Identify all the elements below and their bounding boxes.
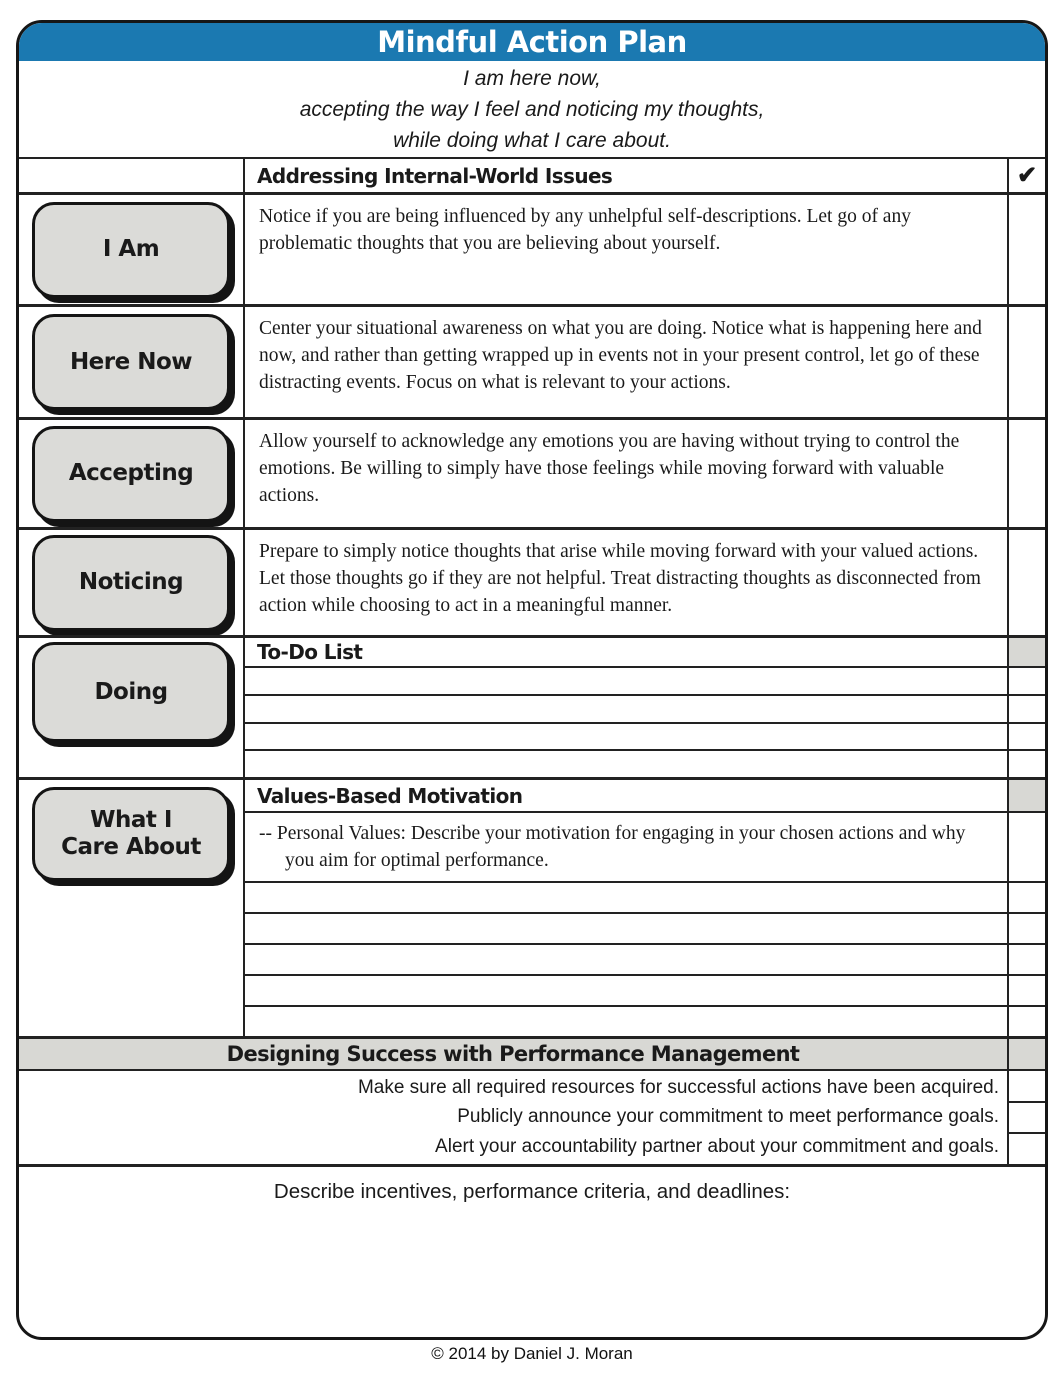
todo-header-row [245,638,1045,668]
here-now-text: Center your situational awareness on what you are doing. Notice what is happening here and now, and rather than getting wrapped up in events not in your present control, let go of these distracting events. Focus on what is relevant to your actions. [245,307,1009,417]
values-prompt-row [245,813,1045,883]
values-check-cell[interactable] [1009,813,1045,881]
todo-check-cell[interactable] [1009,696,1045,722]
row-i-am [19,192,1045,304]
commitment-item-1: Make sure all required resources for successful actions have been acquired. [357,1076,999,1098]
internal-issues-header: Addressing Internal-World Issues [245,159,1009,192]
commitment-section [19,1069,1045,1164]
internal-issues-header-row [19,157,1045,192]
values-check-cell[interactable] [1009,945,1045,974]
commitment-checkbox-1[interactable] [1009,1071,1045,1103]
row-accepting [19,417,1045,527]
todo-empty-row [245,724,1045,752]
values-check-cell[interactable] [1009,883,1045,912]
row-here-now [19,304,1045,417]
accepting-button: Accepting [32,426,230,522]
performance-header-check-cell [1009,1039,1045,1069]
todo-header: To-Do List [245,638,1009,666]
copyright-footer: © 2014 by Daniel J. Moran [431,1344,633,1363]
checkmark-icon: ✔ [1016,162,1038,189]
values-input-line[interactable] [245,883,1009,912]
noticing-check-cell[interactable] [1009,530,1045,635]
values-check-cell[interactable] [1009,976,1045,1005]
values-header: Values-Based Motivation [245,780,1009,811]
header-left-spacer [19,159,245,192]
values-empty-row [245,914,1045,945]
todo-check-cell[interactable] [1009,724,1045,750]
performance-header-band [19,1036,1045,1069]
values-empty-row [245,945,1045,976]
values-empty-row [245,883,1045,914]
todo-input-line[interactable] [245,668,1009,694]
here-now-button: Here Now [32,314,230,410]
quote-line-1: I am here now, [463,66,601,90]
doing-button: Doing [32,642,230,742]
i-am-check-cell[interactable] [1009,195,1045,304]
quote-line-2: accepting the way I feel and noticing my thoughts, [299,97,765,121]
noticing-button: Noticing [32,535,230,631]
incentives-section[interactable] [19,1164,1045,1337]
commitment-item-2: Publicly announce your commitment to meet performance goals. [457,1106,999,1128]
values-empty-row [245,976,1045,1007]
row-noticing [19,527,1045,635]
row-doing-todo [19,635,1045,777]
here-now-check-cell[interactable] [1009,307,1045,417]
values-empty-row [245,1007,1045,1036]
mindful-quote [19,61,1045,157]
values-check-cell[interactable] [1009,1007,1045,1036]
todo-input-line[interactable] [245,751,1009,777]
values-input-line[interactable] [245,945,1009,974]
accepting-text: Allow yourself to acknowledge any emotions you are having without trying to control the emotions. Be willing to simply have those feelings while moving forward with valuable actions. [245,420,1009,527]
page-title: Mindful Action Plan [377,25,687,59]
commitment-item-3: Alert your accountability partner about your commitment and goals. [435,1136,999,1158]
i-am-button: I Am [32,202,230,298]
values-header-check-cell[interactable] [1009,780,1045,811]
performance-header: Designing Success with Performance Management [19,1039,1009,1069]
quote-line-3: while doing what I care about. [393,128,671,152]
accepting-check-cell[interactable] [1009,420,1045,527]
todo-input-line[interactable] [245,724,1009,750]
values-input-line[interactable] [245,1007,1009,1036]
todo-empty-row [245,696,1045,724]
title-band [19,23,1045,61]
values-input-line[interactable] [245,914,1009,943]
todo-empty-row [245,751,1045,777]
todo-input-line[interactable] [245,696,1009,722]
worksheet-border [16,20,1048,1340]
values-input-line[interactable] [245,976,1009,1005]
what-i-care-about-button: What I Care About [32,787,230,881]
noticing-text: Prepare to simply notice thoughts that arise while moving forward with your valued actions. Let those thoughts go if they are not helpful. Treat distracting thoughts as disconnected from action while choosing to act in a meaningful manner. [245,530,1009,635]
values-check-cell[interactable] [1009,914,1045,943]
todo-header-check-cell[interactable] [1009,638,1045,666]
commitment-checkbox-3[interactable] [1009,1134,1045,1164]
todo-check-cell[interactable] [1009,668,1045,694]
values-header-row [245,780,1045,813]
commitment-checkbox-2[interactable] [1009,1103,1045,1135]
i-am-text: Notice if you are being influenced by any unhelpful self-descriptions. Let go of any problematic thoughts that you are believing about yourself. [245,195,1009,304]
incentives-label: Describe incentives, performance criteria, and deadlines: [273,1180,791,1203]
values-prompt: -- Personal Values: Describe your motivation for engaging in your chosen actions and why you aim for optimal performance. [245,813,1009,881]
todo-check-cell[interactable] [1009,751,1045,777]
todo-empty-row [245,668,1045,696]
row-values [19,777,1045,1036]
